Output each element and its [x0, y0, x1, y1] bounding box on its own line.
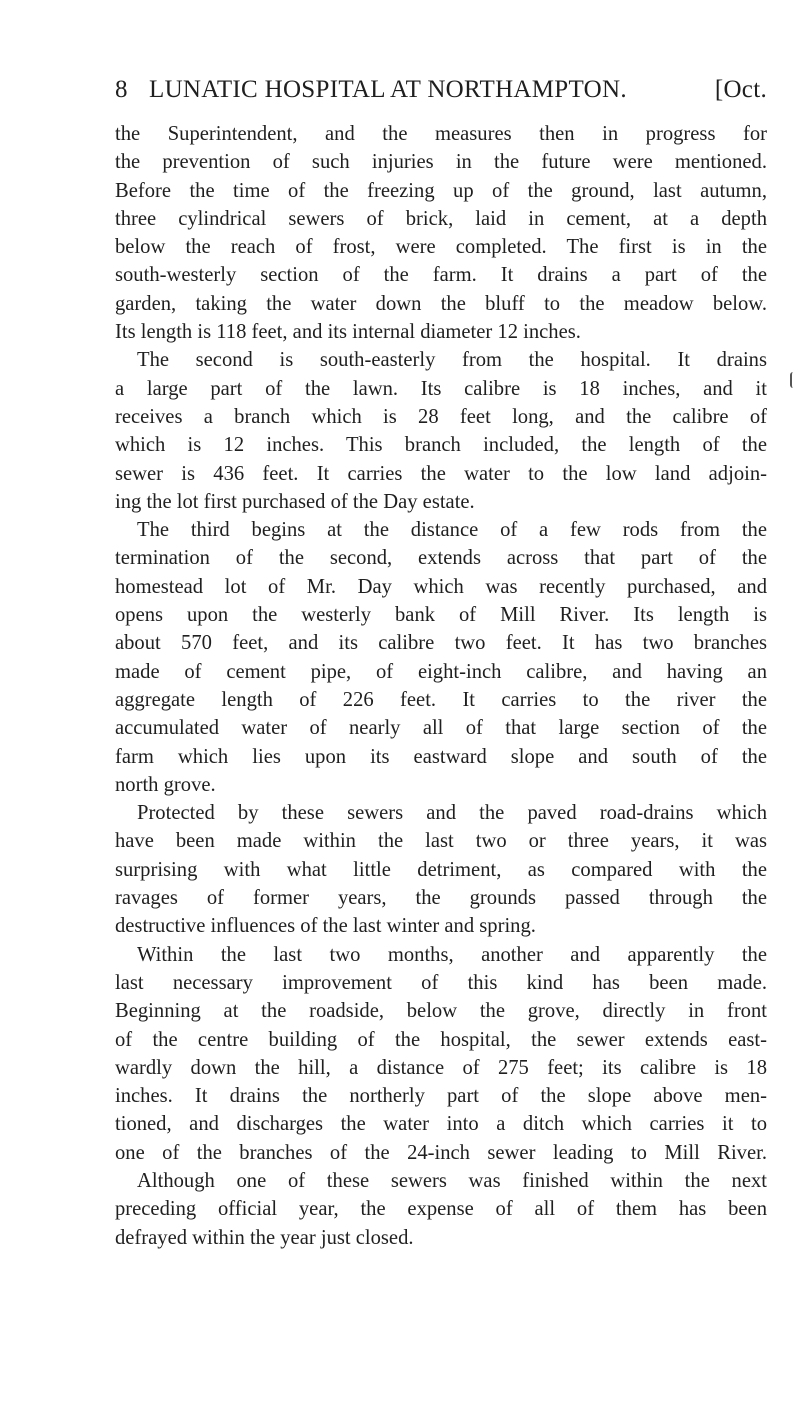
text-line: three cylindrical sewers of brick, laid in cement, at a depth [115, 207, 767, 230]
text-line: inches. It drains the northerly part of the slope above men- [115, 1085, 767, 1108]
text-line: wardly down the hill, a distance of 275 feet; its calibre is 18 [115, 1056, 767, 1079]
text-line: surprising with what little detriment, as compared with the [115, 858, 767, 881]
text-line: Beginning at the roadside, below the grove, directly in front [115, 1000, 767, 1023]
text-line: The third begins at the distance of a few rods from the [137, 519, 767, 542]
text-line: below the reach of frost, were completed. The first is in the [115, 236, 767, 259]
text-line: made of cement pipe, of eight-inch calibre, and having an [115, 660, 767, 683]
text-line: Although one of these sewers was finished within the next [137, 1169, 767, 1192]
text-line: destructive influences of the last winter and spring. [115, 915, 536, 938]
text-line: termination of the second, extends across that part of the [115, 547, 767, 570]
paragraph-5 [115, 941, 767, 1167]
text-line: garden, taking the water down the bluff to the meadow below. [115, 292, 767, 315]
text-line: ravages of former years, the grounds passed through the [115, 887, 767, 910]
text-line: accumulated water of nearly all of that large section of the [115, 717, 767, 740]
text-line: receives a branch which is 28 feet long, and the calibre of [115, 405, 767, 428]
text-line: ing the lot first purchased of the Day estate. [115, 490, 475, 513]
running-date: [Oct. [714, 76, 767, 103]
paragraph-4 [115, 799, 767, 940]
text-line: preceding official year, the expense of all of them has been [115, 1198, 767, 1221]
text-line: opens upon the westerly bank of Mill River. Its length is [115, 604, 767, 627]
text-line: last necessary improvement of this kind has been made. [115, 971, 767, 994]
text-line: south-westerly section of the farm. It drains a part of the [115, 264, 767, 287]
text-line: have been made within the last two or three years, it was [115, 830, 767, 853]
text-line: of the centre building of the hospital, the sewer extends east- [115, 1028, 767, 1051]
paragraph-3 [115, 516, 767, 799]
paragraph-1 [115, 120, 767, 346]
text-line: aggregate length of 226 feet. It carries to the river the [115, 688, 767, 711]
text-line: The second is south-easterly from the hospital. It drains [137, 349, 767, 372]
text-line: one of the branches of the 24-inch sewer leading to Mill River. [115, 1141, 767, 1164]
text-line: the Superintendent, and the measures then in progress for [115, 123, 767, 145]
text-line: Protected by these sewers and the paved road-drains which [137, 802, 767, 825]
text-line: Within the last two months, another and apparently the [137, 943, 767, 966]
text-line: sewer is 436 feet. It carries the water to the low land adjoin- [115, 462, 767, 485]
running-title: LUNATIC HOSPITAL AT NORTHAMPTON. [149, 76, 627, 103]
text-line: tioned, and discharges the water into a ditch which carries it to [115, 1113, 767, 1136]
body-text [115, 120, 767, 1252]
page-number: 8 [115, 76, 128, 103]
text-line: Before the time of the freezing up of the ground, last autumn, [115, 179, 767, 202]
running-head [115, 76, 767, 110]
text-line: farm which lies upon its eastward slope and south of the [115, 745, 767, 768]
text-line: north grove. [115, 773, 216, 796]
text-line: homestead lot of Mr. Day which was recently purchased, and [115, 575, 767, 598]
text-line: Its length is 118 feet, and its internal diameter 12 inches. [115, 321, 581, 344]
text-line: which is 12 inches. This branch included, the length of the [115, 434, 767, 457]
paragraph-6 [115, 1167, 767, 1252]
paragraph-2 [115, 346, 767, 516]
text-line: about 570 feet, and its calibre two feet. It has two branches [115, 632, 767, 655]
text-line: defrayed within the year just closed. [115, 1226, 414, 1249]
text-line: a large part of the lawn. Its calibre is 18 inches, and it [115, 377, 767, 400]
margin-bracket-mark [790, 372, 796, 388]
text-line: the prevention of such injuries in the future were mentioned. [115, 151, 767, 174]
